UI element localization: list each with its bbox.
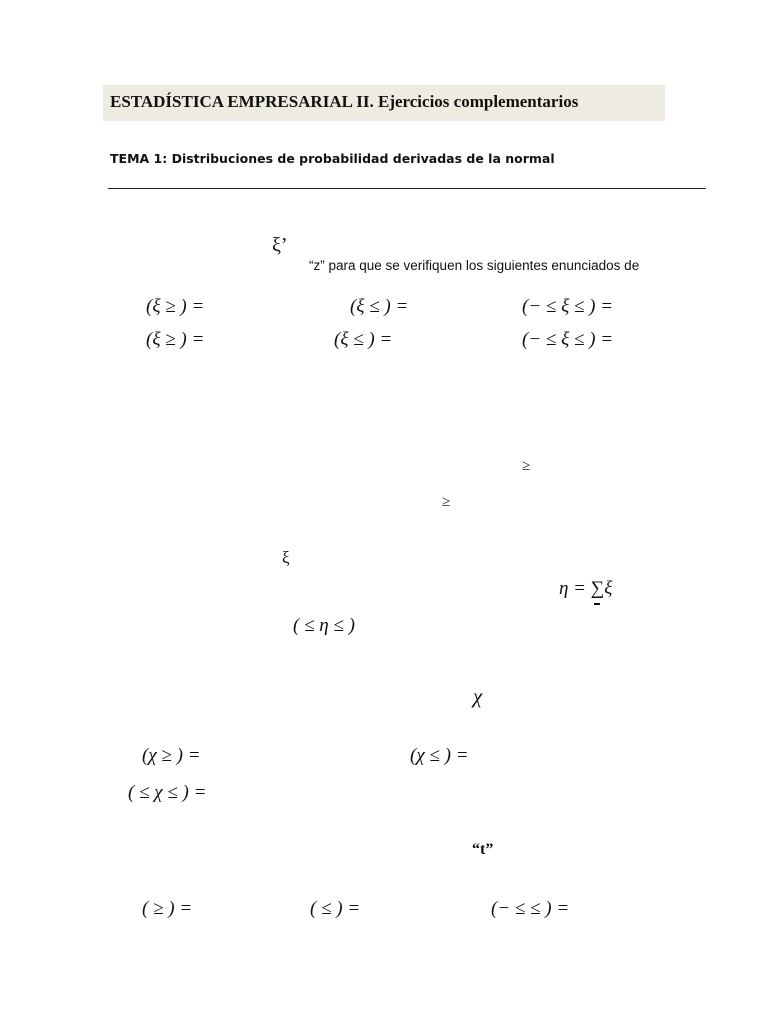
eq-row2-col3: (− ≤ ξ ≤ ) = (522, 329, 614, 350)
t-eq-col3: (− ≤ ≤ ) = (491, 898, 570, 919)
eta-interval: ( ≤ η ≤ ) (293, 615, 355, 636)
intro-text-line: “z” para que se verifiquen los siguientes enunciados de (309, 258, 640, 273)
xi-fragment: ξ (282, 548, 290, 567)
geq-fragment-b: ≥ (442, 494, 451, 510)
chi-eq-row1-col2: (χ ≤ ) = (410, 745, 469, 766)
document-title: ESTADÍSTICA EMPRESARIAL II. Ejercicios complementarios (110, 92, 579, 111)
document-subtitle: TEMA 1: Distribuciones de probabilidad derivadas de la normal (110, 151, 555, 166)
eq-row1-col3: (− ≤ ξ ≤ ) = (522, 296, 614, 317)
eq-row1-col2: (ξ ≤ ) = (350, 296, 409, 317)
header-divider (108, 188, 706, 189)
chi-eq-row1-col1: (χ ≥ ) = (142, 745, 201, 766)
title-banner (103, 85, 665, 121)
t-quote-fragment: “t” (472, 841, 494, 858)
eq-row2-col2: (ξ ≤ ) = (334, 329, 393, 350)
chi-fragment: χ (473, 684, 483, 708)
eq-row1-col1: (ξ ≥ ) = (146, 296, 205, 317)
xi-prime-fragment: ξ’ (272, 234, 288, 256)
eta-sum-formula: η = ∑ξ (559, 578, 613, 599)
geq-fragment-a: ≥ (522, 458, 531, 474)
t-eq-col2: ( ≤ ) = (310, 898, 361, 919)
chi-eq-row2: ( ≤ χ ≤ ) = (128, 782, 207, 803)
sum-subscript-mark (594, 603, 600, 605)
eq-row2-col1: (ξ ≥ ) = (146, 329, 205, 350)
t-eq-col1: ( ≥ ) = (142, 898, 193, 919)
